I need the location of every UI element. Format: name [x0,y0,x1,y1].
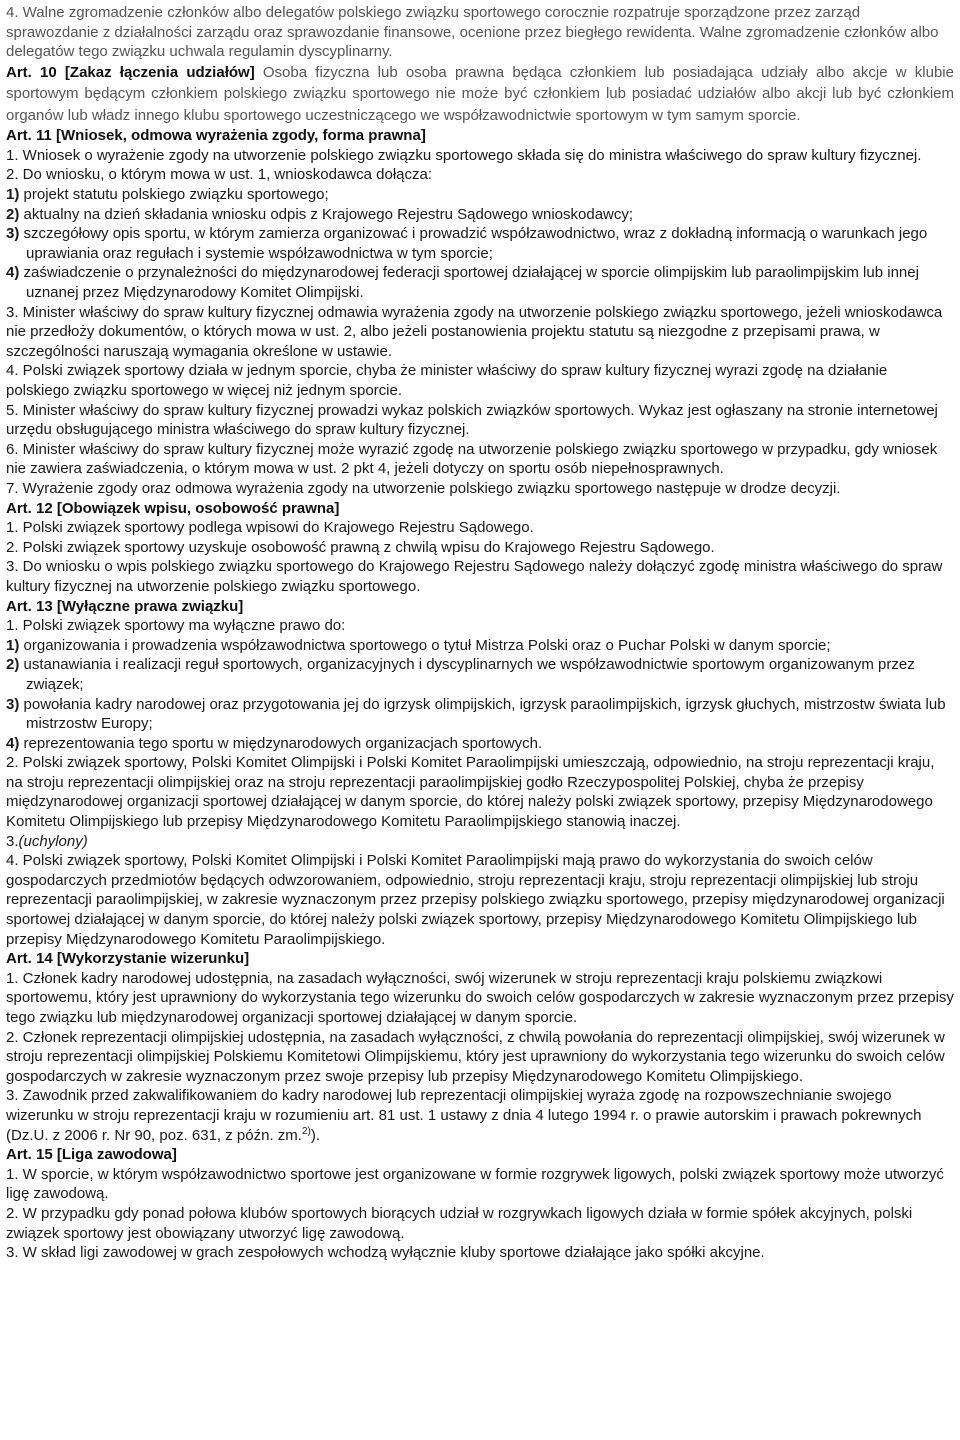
list-item-number: 1) [6,186,20,204]
paragraph-tail: ). [310,1126,321,1144]
paragraph: 1. Polski związek sportowy podlega wpisowi do Krajowego Rejestru Sądowego. [6,519,534,537]
list-item [6,655,954,694]
list-item [6,224,954,263]
list-item [6,636,954,656]
article-heading: Art. 13 [Wyłączne prawa związku] [6,597,244,615]
list-item [6,263,954,302]
paragraph: 6. Minister właściwy do spraw kultury fizycznej może wyrazić zgodę na utworzenie polskiego związku sportowego w przypadku, gdy wniosek nie zawiera zaświadczenia, o którym mowa w ust. 2 pkt 4, jeżeli dotyczy on sportu osób niepełnosprawnych. [6,440,938,478]
paragraph [6,832,954,852]
repealed-note: (uchylony) [18,832,88,850]
paragraph: 3. W skład ligi zawodowej w grach zespołowych wchodzą wyłącznie kluby sportowe działające jako spółki akcyjne. [6,1244,765,1262]
article-heading: Art. 15 [Liga zawodowa] [6,1146,177,1164]
list-item-text: reprezentowania tego sportu w międzynarodowych organizacjach sportowych. [23,734,543,752]
paragraph: 3. Do wniosku o wpis polskiego związku sportowego do Krajowego Rejestru Sądowego należy dołączyć zgodę ministra właściwego do spraw kultury fizycznej na utworzenie polskiego związku sportowego. [6,558,943,595]
paragraph-number: 3. [6,832,19,850]
paragraph: 4. Polski związek sportowy działa w jednym sporcie, chyba że minister właściwy do spraw kultury fizycznej wyrazi zgodę na działanie polskiego związku sportowego w więcej niż jednym sporcie. [6,362,888,399]
paragraph: 1. Członek kadry narodowej udostępnia, na zasadach wyłączności, swój wizerunek w stroju reprezentacji kraju polskiemu związkowi sportowemu, który jest uprawniony do wykorzystania tego wizerunku do swoich celów gospodarczych w zakresie wyznaczonym przez przepisy tego związku lub międzynarodowej organizacji sportowej działającej w danym sporcie. [6,969,954,1026]
paragraph: 2. Członek reprezentacji olimpijskiej udostępnia, na zasadach wyłączności, z chwilą powołania do reprezentacji olimpijskiej, swój wizerunek w stroju reprezentacji olimpijskiej Polskiemu Komitetowi Olimpijskiemu, który jest uprawniony do wykorzystania tego wizerunku do swoich celów gospodarczych w zakresie wyznaczonym przez swoje przepisy lub przepisy Międzynarodowego Komitetu Olimpijskiego. [6,1028,945,1085]
paragraph-text: 3. Zawodnik przed zakwalifikowaniem do kadry narodowej lub reprezentacji olimpijskiej wyraża zgodę na rozpowszechnianie swojego wizerunku w stroju reprezentacji kraju w rozumieniu art. 81 ust. 1 ustawy z dnia 4 lutego 1994 r. o prawie autorskim i prawach pokrewnych (Dz.U. z 2006 r. Nr 90, poz. 631, z późn. zm. [6,1087,922,1144]
paragraph: 1. W sporcie, w którym współzawodnictwo sportowe jest organizowane w formie rozgrywek ligowych, polski związek sportowy może utworzyć ligę zawodową. [6,1165,944,1203]
article-paragraph [6,62,954,127]
list-item-text: zaświadczenie o przynależności do międzynarodowej federacji sportowej działającej w sporcie olimpijskim lub paraolimpijskim lub innej uznanej przez Międzynarodowy Komitet Olimpijski. [23,264,919,302]
list-item [6,185,954,205]
paragraph: 3. Minister właściwy do spraw kultury fizycznej odmawia wyrażenia zgody na utworzenie polskiego związku sportowego, jeżeli wnioskodawca nie przedłoży dokumentów, o których mowa w ust. 2, albo jeżeli postanowienia projektu statutu są niezgodne z przepisami prawa, w szczególności naruszają wymagania określone w ustawie. [6,303,943,360]
list-item-number: 1) [6,636,20,654]
paragraph: 2. Do wniosku, o którym mowa w ust. 1, wnioskodawca dołącza: [6,166,433,184]
article-heading: Art. 11 [Wniosek, odmowa wyrażenia zgody, forma prawna] [6,127,426,145]
list-item-text: aktualny na dzień składania wniosku odpis z Krajowego Rejestru Sądowego wnioskodawcy; [23,205,634,223]
article-heading: Art. 14 [Wykorzystanie wizerunku] [6,950,250,968]
article-text: Osoba fizyczna lub osoba prawna będąca członkiem lub posiadająca udziały albo akcje w klubie sportowym będącym członkiem polskiego związku sportowego nie może być członkiem lub posiadać udziałów albo akcji lub być członkiem organów lub władz innego klubu sportowego uczestniczącego we współzawodnictwie sportowym w tym samym sporcie. [6,63,954,124]
article-heading: Art. 10 [Zakaz łączenia udziałów] [6,63,255,81]
list-item-text: organizowania i prowadzenia współzawodnictwa sportowego o tytuł Mistrza Polski oraz o Puchar Polski w danym sporcie; [23,636,831,654]
list-item-text: szczegółowy opis sportu, w którym zamierza organizować i prowadzić współzawodnictwo, wraz z dokładną informacją o warunkach jego uprawiania oraz regułach i systemie współzawodnictwa w tym sporcie; [23,225,928,262]
list-item-number: 4) [6,734,20,752]
list-item-number: 3) [6,695,20,713]
paragraph: 7. Wyrażenie zgody oraz odmowa wyrażenia zgody na utworzenie polskiego związku sportowego następuje w drodze decyzji. [6,479,841,497]
paragraph [6,1086,954,1145]
list-item [6,205,954,225]
list-item [6,695,954,734]
paragraph: 5. Minister właściwy do spraw kultury fizycznej prowadzi wykaz polskich związków sportowych. Wykaz jest ogłaszany na stronie internetowej urzędu obsługującego ministra właściwego do spraw kultury fizycznej. [6,401,938,439]
list-item-text: projekt statutu polskiego związku sportowego; [23,186,329,204]
list-item-number: 4) [6,264,20,282]
footnote-ref: 2) [301,1125,311,1137]
article-heading: Art. 12 [Obowiązek wpisu, osobowość prawna] [6,499,340,517]
paragraph: 2. Polski związek sportowy uzyskuje osobowość prawną z chwilą wpisu do Krajowego Rejestru Sądowego. [6,538,715,556]
paragraph: 1. Wniosek o wyrażenie zgody na utworzenie polskiego związku sportowego składa się do ministra właściwego do spraw kultury fizycznej. [6,146,922,164]
paragraph: 1. Polski związek sportowy ma wyłączne prawo do: [6,617,346,635]
list-item-number: 3) [6,225,20,243]
paragraph: 2. W przypadku gdy ponad połowa klubów sportowych biorących udział w rozgrywkach ligowych działa w formie spółek akcyjnych, polski związek sportowy jest obowiązany utworzyć ligę zawodową. [6,1204,913,1242]
paragraph: 2. Polski związek sportowy, Polski Komitet Olimpijski i Polski Komitet Paraolimpijski umieszczają, odpowiednio, na stroju reprezentacji kraju, na stroju reprezentacji olimpijskiej oraz na stroju reprezentacji paraolimpijskiej godło Rzeczypospolitej Polskiej, chyba że przepisy międzynarodowej organizacji sportowej działającej w danym sporcie, do której należy polski związek sportowy, przepisy Międzynarodowego Komitetu Olimpijskiego lub przepisy Międzynarodowego Komitetu Paraolimpijskiego stanowią inaczej. [6,754,935,831]
list-item [6,734,954,754]
list-item-text: powołania kadry narodowej oraz przygotowania jej do igrzysk olimpijskich, igrzysk paraolimpijskich, igrzysk głuchych, mistrzostw świata lub mistrzostw Europy; [23,695,946,733]
paragraph: 4. Polski związek sportowy, Polski Komitet Olimpijski i Polski Komitet Paraolimpijski mają prawo do wykorzystania do swoich celów gospodarczych przedmiotów będących odwzorowaniem, odpowiednio, stroju reprezentacji kraju, stroju reprezentacji olimpijskiej lub stroju reprezentacji paraolimpijskiej, w zakresie wyznaczonym przez przepisy polskiego związku sportowego, przepisy międzynarodowej organizacji sportowej działającej w danym sporcie, do której należy polski związek sportowy, przepisy Międzynarodowego Komitetu Olimpijskiego lub przepisy Międzynarodowego Komitetu Paraolimpijskiego. [6,852,945,948]
list-item-number: 2) [6,205,20,223]
list-item-number: 2) [6,656,20,674]
list-item-text: ustanawiania i realizacji reguł sportowych, organizacyjnych i dyscyplinarnych we współzawodnictwie sportowym organizowanym przez związek; [23,656,915,693]
paragraph: 4. Walne zgromadzenie członków albo delegatów polskiego związku sportowego corocznie rozpatruje sporządzone przez zarząd sprawozdanie z działalności zarządu oraz sprawozdanie finansowe, ocenione przez biegłego rewidenta. Walne zgromadzenie członków albo delegatów tego związku uchwala regulamin dyscyplinarny. [6,4,939,61]
